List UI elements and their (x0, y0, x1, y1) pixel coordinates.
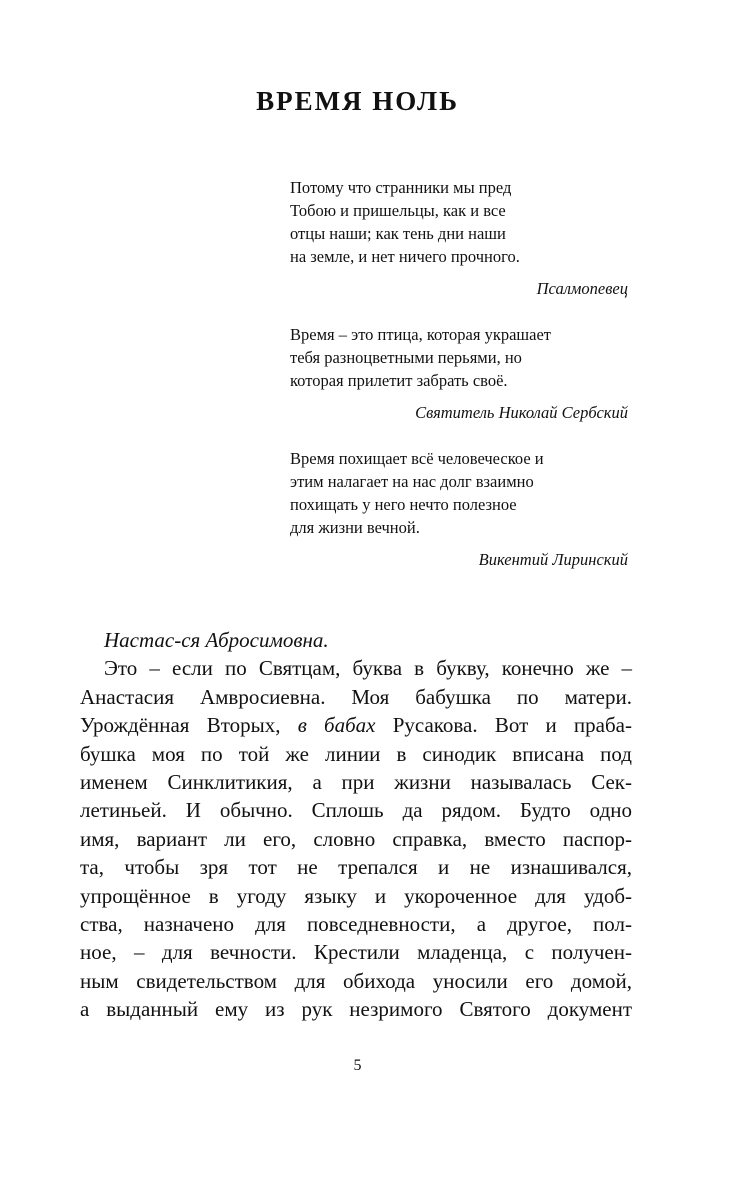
body-line-6: именем Синклитикия, а при жизни называлась Сек- (80, 769, 632, 794)
body-line-10: упрощённое в угоду языку и укороченное для удоб- (80, 883, 632, 908)
epigraph-2-author: Святитель Николай Сербский (415, 403, 628, 422)
epigraph-1-text: Потому что странники мы пред Тобою и пришельцы, как и все отцы наши; как тень дни наши на земле, и нет ничего прочного. (290, 178, 520, 266)
epigraph-3-author: Викентий Лиринский (478, 550, 628, 569)
epigraph-2 (290, 323, 628, 424)
body-line-2: Это – если по Святцам, буква в букву, конечно же – (104, 656, 632, 681)
epigraph-3-text: Время похищает всё человеческое и этим налагает на нас долг взаимно похищать у него нечто полезное для жизни вечной. (290, 449, 544, 537)
body-line-4 (80, 711, 632, 739)
body-line-4-end: Русакова. Вот и праба- (375, 713, 632, 738)
epigraph-3 (290, 447, 628, 571)
epigraph-1-author: Псалмопевец (536, 279, 628, 298)
body-line-5: бушка моя по той же линии в синодик вписана под (80, 741, 632, 766)
body-line-14: а выданный ему из рук незримого Святого документ (80, 997, 632, 1022)
body-line-3: Анастасия Амвросиевна. Моя бабушка по матери. (80, 684, 632, 709)
body-line-7: летиньей. И обычно. Сплошь да рядом. Будто одно (80, 798, 632, 823)
body-line-12: ное, – для вечности. Крестили младенца, с получен- (80, 940, 632, 965)
body-line-13: ным свидетельством для обихода уносили его домой, (80, 968, 632, 993)
epigraphs-block (290, 176, 628, 594)
epigraph-1 (290, 176, 628, 300)
body-line-8: имя, вариант ли его, словно справка, вместо паспор- (80, 826, 632, 851)
page-number: 5 (353, 1057, 362, 1074)
body-line-9: та, чтобы зря тот не трепался и не изнашивался, (80, 855, 632, 880)
body-line-4-start: Урождённая Вторых, (80, 713, 298, 738)
epigraph-2-text: Время – это птица, которая украшает тебя разноцветными перьями, но которая прилетит забрать своё. (290, 325, 551, 390)
body-line-4-emphasis: в бабах (297, 713, 376, 738)
body-text (80, 626, 632, 1023)
chapter-title: ВРЕМЯ НОЛЬ (256, 86, 459, 116)
body-line-1: Настас-ся Абросимовна. (104, 628, 329, 652)
body-line-11: ства, назначено для повседневности, а другое, пол- (80, 911, 632, 936)
